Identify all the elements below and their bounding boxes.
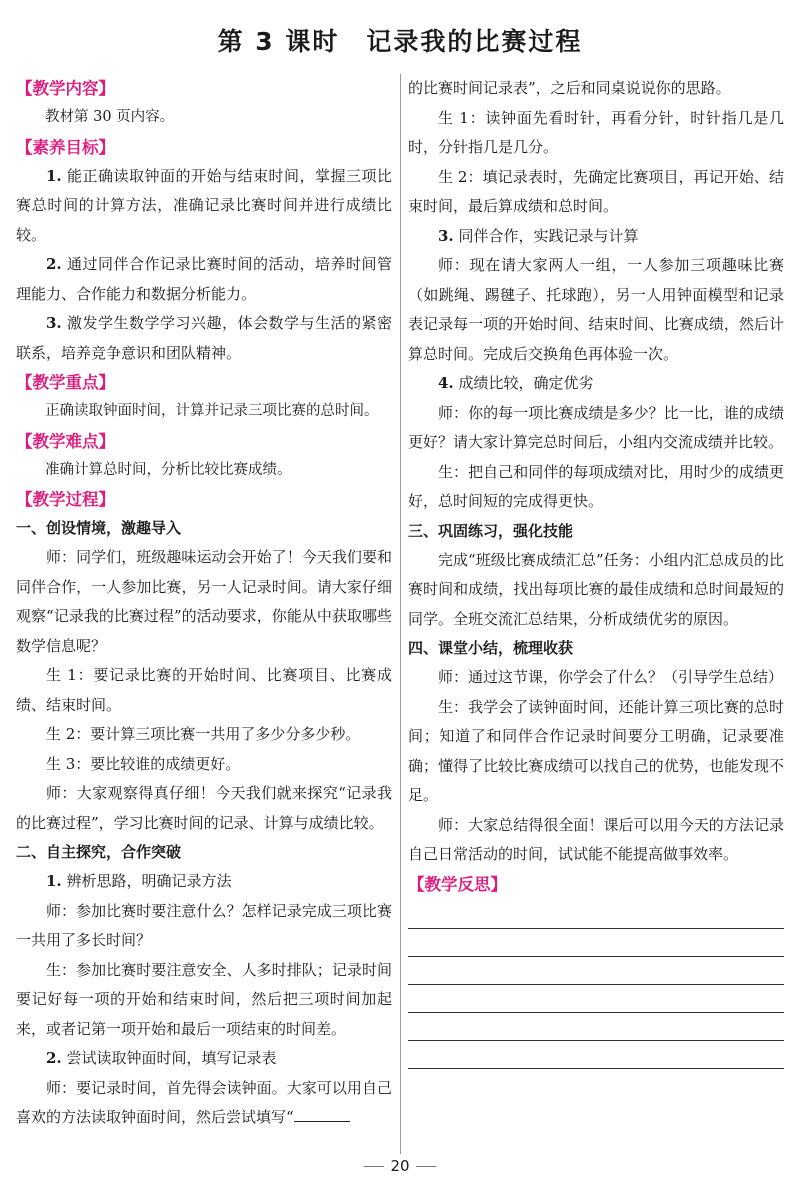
key-point-text: 正确读取钟面时间，计算并记录三项比赛的总时间。	[45, 403, 379, 419]
footer-dash	[364, 1166, 384, 1167]
paragraph: 师：同学们，班级趣味运动会开始了！今天我们要和同伴合作，一人参加比赛，另一人记录时间。请大家仔细观察“记录我的比赛过程”的活动要求，你能从中获取哪些数学信息呢？	[16, 548, 392, 655]
paragraph: 完成“班级比赛成绩汇总”任务：小组内汇总成员的比赛时间和成绩，找出每项比赛的最佳成绩和总时间最短的同学。全班交流汇总结果，分析成绩优劣的原因。	[408, 550, 784, 628]
paragraph-continued: 的比赛时间记录表”，之后和同桌说说你的思路。	[408, 79, 731, 97]
heading-process: 【教学过程】	[16, 490, 115, 509]
paragraph: 师：参加比赛时要注意什么？怎样记录完成三项比赛一共用了多长时间？	[16, 901, 392, 949]
goal-item: 2. 通过同伴合作记录比赛时间的活动，培养时间管理能力、合作能力和数据分析能力。	[16, 255, 392, 303]
paragraph: 师：你的每一项比赛成绩是多少？比一比，谁的成绩更好？请大家计算完总时间后，小组内交流成绩并比较。	[408, 403, 784, 451]
heading-teaching-content: 【教学内容】	[16, 79, 115, 98]
paragraph: 生 3：要比较谁的成绩更好。	[46, 754, 241, 773]
heading-key-point: 【教学重点】	[16, 373, 115, 392]
fill-blank[interactable]	[294, 1107, 350, 1122]
subsection-title: 3. 同伴合作，实践记录与计算	[438, 226, 639, 245]
goal-item: 3. 激发学生数学学习兴趣，体会数学与生活的紧密联系，培养竞争意识和团队精神。	[16, 314, 392, 362]
difficulty-text: 准确计算总时间，分析比较比赛成绩。	[45, 461, 292, 478]
paragraph: 生：把自己和同伴的每项成绩对比，用时少的成绩更好，总时间短的完成得更快。	[408, 462, 784, 510]
section-2-title: 二、自主探究，合作突破	[16, 843, 182, 861]
reflection-lines[interactable]	[408, 899, 784, 1069]
teaching-content-text: 教材第 30 页内容。	[45, 109, 175, 125]
subsection-title: 1. 辨析思路，明确记录方法	[46, 872, 232, 890]
heading-reflection: 【教学反思】	[408, 874, 507, 894]
subsection-title: 2. 尝试读取钟面时间，填写记录表	[46, 1049, 277, 1067]
paragraph: 生：我学会了读钟面时间，还能计算三项比赛的总时间；知道了和同伴合作记录时间要分工明确，记录要准确；懂得了比较比赛成绩可以找自己的优势，也能发现不足。	[408, 697, 784, 804]
section-4-title: 四、课堂小结，梳理收获	[408, 639, 574, 657]
writing-line	[408, 1012, 784, 1013]
paragraph: 师：要记录时间，首先得会读钟面。大家可以用自己喜欢的方法读取钟面时间，然后尝试填写“	[16, 1078, 392, 1126]
writing-line	[408, 956, 784, 957]
column-divider	[400, 74, 401, 1154]
heading-difficulty: 【教学难点】	[16, 431, 115, 451]
paragraph: 生 1：要记录比赛的开始时间、比赛项目、比赛成绩、结束时间。	[16, 666, 392, 714]
section-3-title: 三、巩固练习，强化技能	[408, 521, 574, 540]
lesson-title: 第 3 课时 记录我的比赛过程	[217, 27, 583, 56]
writing-line	[408, 928, 784, 929]
writing-line	[408, 984, 784, 985]
right-column	[408, 74, 784, 1069]
paragraph: 生：参加比赛时要注意安全、人多时排队；记录时间要记好每一项的开始和结束时间，然后把三项时间加起来，或者记第一项开始和最后一项结束的时间差。	[16, 960, 392, 1038]
writing-line	[408, 1068, 784, 1069]
paragraph: 师：现在请大家两人一组，一人参加三项趣味比赛（如跳绳、踢毽子、托球跑），另一人用钟面模型和记录表记录每一项的开始时间、结束时间、比赛成绩，然后计算总时间。完成后交换角色再体验一次。	[408, 256, 784, 363]
writing-line	[408, 1040, 784, 1041]
paragraph: 师：大家观察得真仔细！今天我们就来探究“记录我的比赛过程”，学习比赛时间的记录、计算与成绩比较。	[16, 784, 392, 832]
heading-goals: 【素养目标】	[16, 137, 115, 157]
footer-dash	[416, 1166, 436, 1167]
goal-item: 1. 能正确读取钟面的开始与结束时间，掌握三项比赛总时间的计算方法，准确记录比赛时间并进行成绩比较。	[16, 166, 392, 244]
paragraph: 生 2：要计算三项比赛一共用了多少分多少秒。	[46, 725, 361, 743]
subsection-title: 4. 成绩比较，确定优劣	[438, 374, 594, 392]
page-number: 20	[390, 1157, 410, 1175]
paragraph: 师：大家总结得很全面！课后可以用今天的方法记录自己日常活动的时间，试试能不能提高做事效率。	[408, 815, 784, 863]
paragraph: 生 1：读钟面先看时针，再看分针，时针指几是几时，分针指几是几分。	[408, 108, 784, 156]
section-1-title: 一、创设情境，激趣导入	[16, 519, 182, 537]
page-footer	[0, 1157, 800, 1175]
paragraph: 师：通过这节课，你学会了什么？（引导学生总结）	[438, 668, 784, 686]
paragraph: 生 2：填记录表时，先确定比赛项目，再记开始、结束时间，最后算成绩和总时间。	[408, 167, 784, 215]
left-column	[16, 74, 392, 1133]
